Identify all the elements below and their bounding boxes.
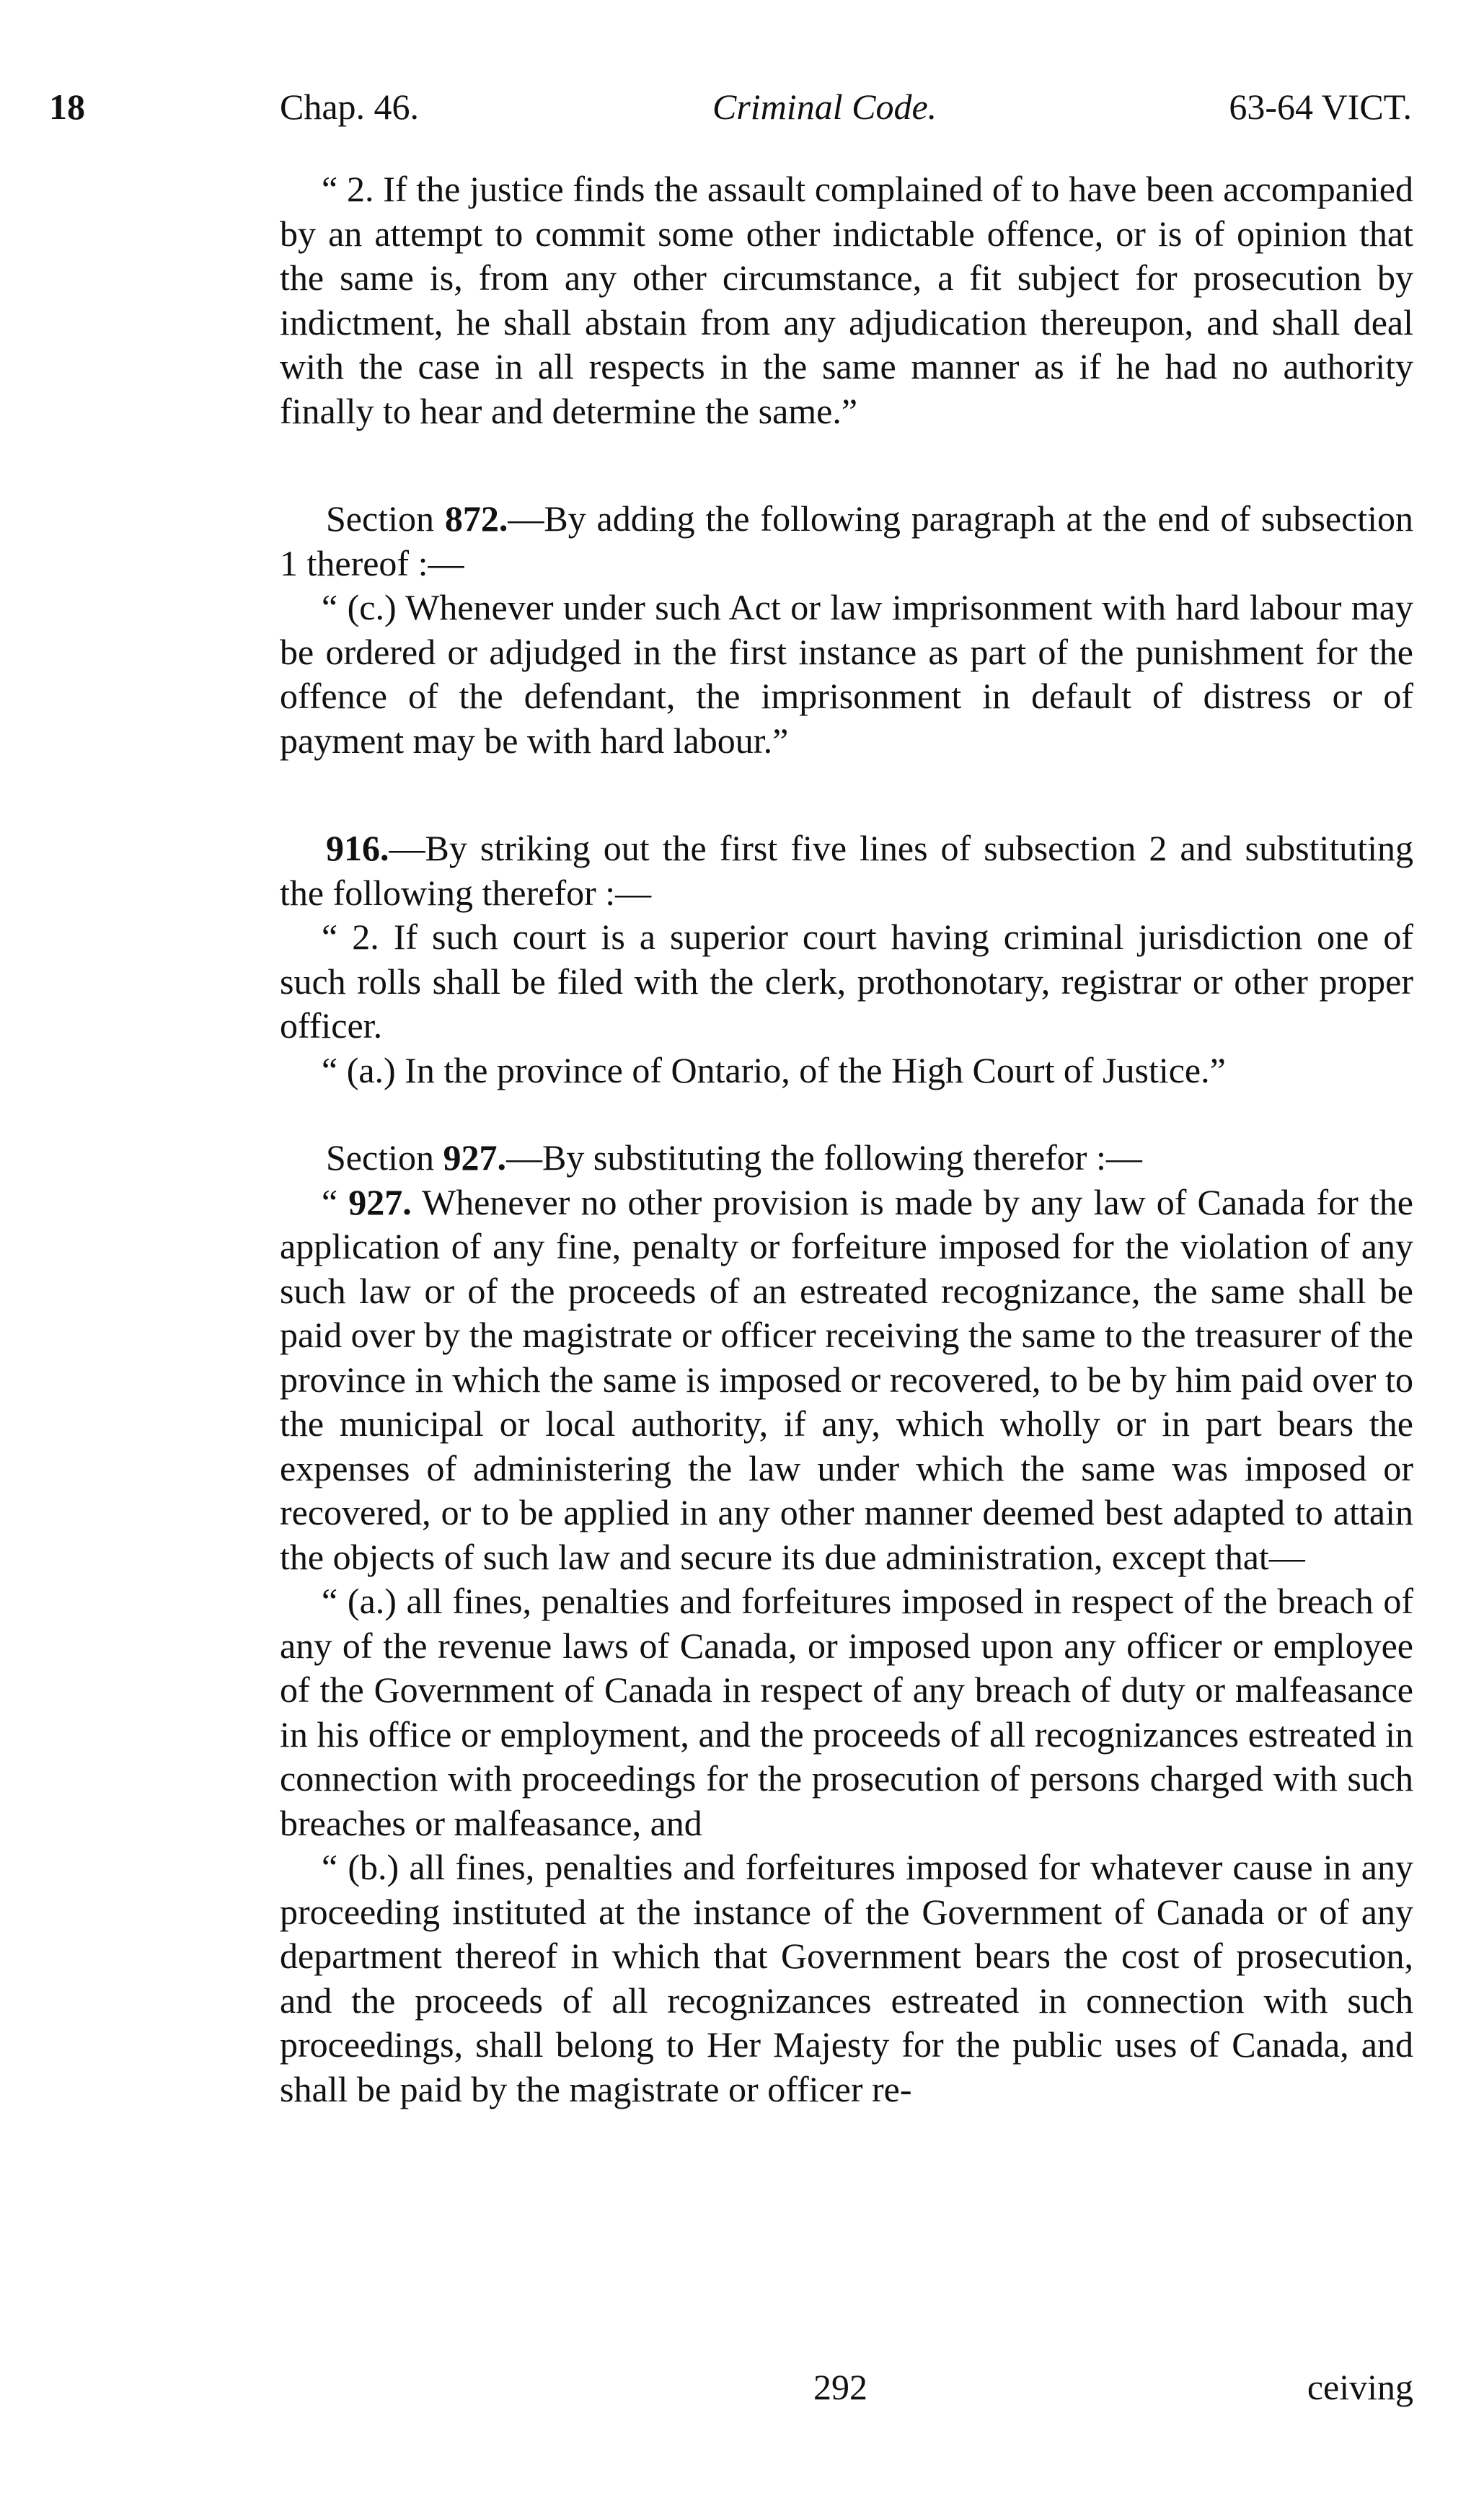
section-number-872: 872. — [444, 498, 508, 539]
paragraph-916-2: “ 2. If such court is a superior court having criminal jurisdiction one of such rolls shall be filed with the clerk, prothonotary, registrar or other proper officer. — [280, 917, 1413, 1046]
section-prefix: Section — [326, 498, 445, 539]
section-872-text: —By adding the following paragraph at the end of subsection 1 thereof :— — [280, 498, 1413, 583]
page-footer — [280, 2365, 1413, 2409]
section-927-heading — [280, 1136, 1413, 1181]
section-number-916: 916. — [326, 828, 389, 868]
section-gap — [280, 763, 1413, 826]
section-916-text: —By striking out the first five lines of subsection 2 and substituting the following therefor :— — [280, 828, 1413, 913]
paragraph-927-a: “ (a.) all fines, penalties and forfeitures imposed in respect of the breach of any of the revenue laws of Canada, or imposed upon any officer or employee of the Government of Canada in respect of any breach of duty or malfeasance in his office or employment, and the proceeds of all recognizances estreated in connection with proceedings for the prosecution of persons charged with such breaches or malfeasance, and — [280, 1581, 1413, 1843]
section-number-927-quoted: 927. — [348, 1181, 412, 1222]
section-927-body-text: Whenever no other provision is made by any law of Canada for the application of any fine, penalty or forfeiture imposed for the violation of any such law or of the proceeds of an estreated recognizance, the same shall be paid over by the magistrate or officer receiving the same to the treasurer of the province in which the same is imposed or recovered, to be by him paid over to the municipal or local authority, if any, which wholly or in part bears the expenses of administering the law under which the same was imposed or recovered, or to be applied in any other manner deemed best adapted to attain the objects of such law and secure its due administration, except that— — [280, 1181, 1413, 1577]
page-body — [280, 167, 1413, 2112]
paragraph-subsection-2: “ 2. If the justice finds the assault complained of to have been accompanied by an attempt to commit some other indictable offence, or is of opinion that the same is, from any other circumstance, a fit subject for prosecution by indictment, he shall abstain from any adjudication thereupon, and shall deal with the case in all respects in the same manner as if he had no authority finally to hear and determine the same.” — [280, 169, 1413, 431]
section-927-text: —By substituting the following therefor :— — [505, 1137, 1142, 1178]
paragraph-927-b: “ (b.) all fines, penalties and forfeitures imposed for whatever cause in any proceeding instituted at the instance of the Government of Canada or of any department thereof in which that Government bears the cost of prosecution, and the proceeds of all recognizances estreated in connection with such proceedings, shall belong to Her Majesty for the public uses of Canada, and shall be paid by the magistrate or officer re- — [280, 1847, 1413, 2109]
regnal-year: 63-64 VICT. — [1229, 87, 1412, 127]
paragraph-927-body — [280, 1181, 1413, 1580]
quote-open: “ — [322, 1181, 349, 1222]
running-title: Criminal Code. — [712, 87, 937, 127]
catchword: ceiving — [1307, 2367, 1413, 2407]
section-gap — [280, 1093, 1413, 1136]
page-number: 18 — [49, 87, 85, 127]
running-header — [49, 85, 1412, 128]
paragraph-916-a: “ (a.) In the province of Ontario, of the High Court of Justice.” — [322, 1049, 1226, 1090]
folio-number: 292 — [813, 2367, 867, 2407]
section-gap — [280, 433, 1413, 497]
section-916-heading — [280, 826, 1413, 915]
chapter-label: Chap. 46. — [280, 87, 420, 127]
section-872-heading — [280, 497, 1413, 586]
section-number-927: 927. — [443, 1137, 506, 1178]
paragraph-872-c: “ (c.) Whenever under such Act or law imprisonment with hard labour may be ordered or adjudged in the first instance as part of the punishment for the offence of the defendant, the imprisonment in default of distress or of payment may be with hard labour.” — [280, 587, 1413, 761]
section-prefix: Section — [326, 1137, 443, 1178]
